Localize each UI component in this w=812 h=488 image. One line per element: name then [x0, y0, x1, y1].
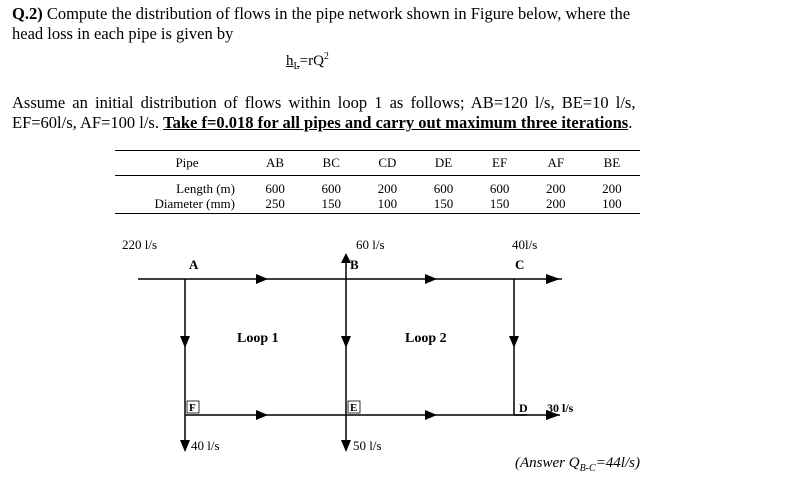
- question-text-1: Compute the distribution of flows in the pipe network shown in Figure below, where the: [42, 4, 631, 23]
- assumption-bold: Take f=0.018 for all pipes and carry out maximum three iterations: [163, 113, 629, 132]
- table-col-header: DE: [415, 151, 471, 176]
- table-cell: 200: [546, 181, 566, 196]
- table-col-header: BE: [584, 151, 640, 176]
- node-F-label: F: [189, 402, 196, 414]
- node-E-label: E: [350, 402, 358, 414]
- table-col-header: BC: [303, 151, 359, 176]
- formula-sub: L: [293, 61, 300, 72]
- formula-sup: 2: [323, 51, 329, 62]
- table-cell: 250: [247, 196, 303, 214]
- table-cell: 600: [265, 181, 285, 196]
- question-line-2: head loss in each pipe is given by: [12, 24, 234, 43]
- outflow-C-label: 40l/s: [512, 237, 538, 252]
- inflow-A-label: 220 l/s: [122, 237, 158, 252]
- arrow-BC: [425, 274, 437, 284]
- arrow-E-out: [341, 440, 351, 452]
- outflow-F-label: 40 l/s: [191, 438, 220, 453]
- outflow-B-label: 60 l/s: [356, 237, 385, 252]
- arrow-AF: [180, 336, 190, 348]
- question-number: Q.2): [12, 4, 43, 23]
- answer-note: [515, 455, 640, 474]
- table-cell: 150: [472, 196, 528, 214]
- answer-suffix: =44l/s): [595, 455, 640, 471]
- loop-1-label: Loop 1: [237, 331, 279, 346]
- node-D-label: D: [519, 401, 528, 415]
- assumption-start: EF=60l/s, AF=100 l/s.: [12, 113, 164, 132]
- table-cell: 600: [433, 181, 454, 196]
- arrow-AB: [256, 274, 268, 284]
- table-cell: 600: [321, 181, 341, 196]
- arrow-DE: [425, 410, 437, 420]
- table-cell: 200: [377, 181, 398, 196]
- table-row-label: Length (m): [176, 181, 235, 196]
- table-col-header: AF: [528, 151, 584, 176]
- answer-prefix: (Answer Q: [515, 455, 580, 471]
- outflow-D-label: 30 l/s: [547, 401, 574, 415]
- assumption-end: .: [628, 113, 633, 132]
- table-col-header: EF: [472, 151, 528, 176]
- arrow-C-out: [546, 274, 560, 284]
- formula-h: h: [286, 53, 294, 69]
- answer-sub: B-C: [579, 463, 596, 474]
- table-cell: 100: [359, 196, 415, 214]
- arrow-CD: [509, 336, 519, 348]
- table-cell: 200: [602, 181, 622, 196]
- node-C-label: C: [515, 257, 525, 272]
- table-cell: 150: [303, 196, 359, 214]
- arrow-EF: [256, 410, 268, 420]
- table-row-label: Diameter (mm): [115, 196, 247, 214]
- node-B-label: B: [350, 257, 359, 272]
- table-cell: 200: [528, 196, 584, 214]
- table-cell: 600: [489, 181, 510, 196]
- table-cell: 100: [584, 196, 640, 214]
- table-col-header: CD: [359, 151, 415, 176]
- outflow-E-label: 50 l/s: [353, 438, 382, 453]
- arrow-F-out: [180, 440, 190, 452]
- arrow-BE: [341, 336, 351, 348]
- loop-2-label: Loop 2: [405, 331, 447, 346]
- formula-mid: =rQ: [299, 53, 324, 69]
- table-header-pipe: Pipe: [115, 151, 247, 176]
- node-A-label: A: [189, 257, 199, 272]
- assumption-line-1: Assume an initial distribution of flows within loop 1 as follows; AB=120 l/s, BE=10 l/s,: [12, 93, 636, 112]
- table-col-header: AB: [247, 151, 303, 176]
- table-cell: 150: [415, 196, 471, 214]
